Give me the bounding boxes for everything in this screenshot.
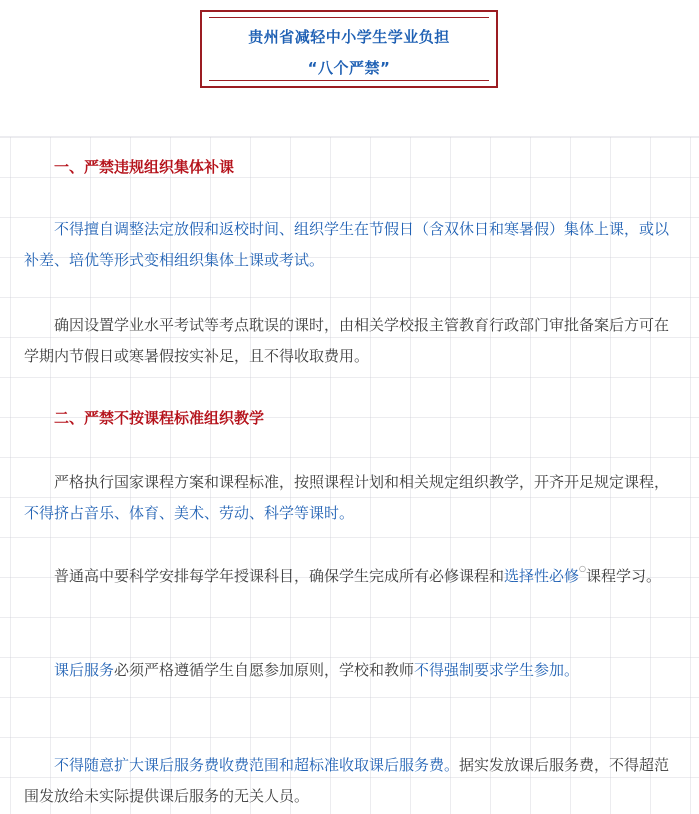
paragraph-3-highlight: 不得挤占音乐、体育、美术、劳动、科学等课时。 bbox=[24, 504, 355, 522]
section-2-heading: 二、严禁不按课程标准组织教学 bbox=[54, 409, 265, 427]
elective-course-link[interactable]: 选择性必修 bbox=[504, 567, 580, 585]
title-box bbox=[200, 10, 498, 88]
paragraph-3-text: 严格执行国家课程方案和课程标准，按照课程计划和相关规定组织教学，开齐开足规定课程， bbox=[54, 473, 670, 491]
article-content bbox=[0, 136, 699, 814]
title-line-1: 贵州省减轻中小学生学业负担 bbox=[248, 28, 450, 46]
paragraph-4-tail: 课程学习。 bbox=[586, 567, 662, 585]
paragraph-5-highlight: 不得强制要求学生参加。 bbox=[414, 661, 580, 679]
paragraph-6-highlight: 不得随意扩大课后服务费收费范围和超标准收取课后服务费。 bbox=[54, 756, 460, 774]
paragraph-4 bbox=[24, 561, 676, 592]
search-hint-icon: ○ bbox=[579, 564, 587, 573]
title-bottom-rule bbox=[209, 80, 489, 81]
title-top-rule bbox=[209, 17, 489, 18]
paragraph-6 bbox=[24, 750, 676, 812]
paragraph-4-text: 普通高中要科学安排每学年授课科目，确保学生完成所有必修课程和 bbox=[54, 567, 505, 585]
title-line-2: “八个严禁” bbox=[307, 59, 391, 77]
paragraph-3 bbox=[24, 467, 676, 529]
paragraph-5 bbox=[24, 655, 676, 686]
after-school-service-link[interactable]: 课后服务 bbox=[54, 661, 115, 679]
paragraph-6-text: 据实发放课后服务费，不得超范围发放给未实际提供课后服务的无关人员。 bbox=[24, 756, 670, 805]
section-1-heading: 一、严禁违规组织集体补课 bbox=[54, 158, 235, 176]
paragraph-1: 不得擅自调整法定放假和返校时间、组织学生在节假日（含双休日和寒暑假）集体上课，或以补差、培优等形式变相组织集体上课或考试。 bbox=[24, 220, 670, 269]
paragraph-5-text: 必须严格遵循学生自愿参加原则，学校和教师 bbox=[114, 661, 415, 679]
paragraph-2: 确因设置学业水平考试等考点耽误的课时，由相关学校报主管教育行政部门审批备案后方可在学期内节假日或寒暑假按实补足，且不得收取费用。 bbox=[24, 316, 670, 365]
